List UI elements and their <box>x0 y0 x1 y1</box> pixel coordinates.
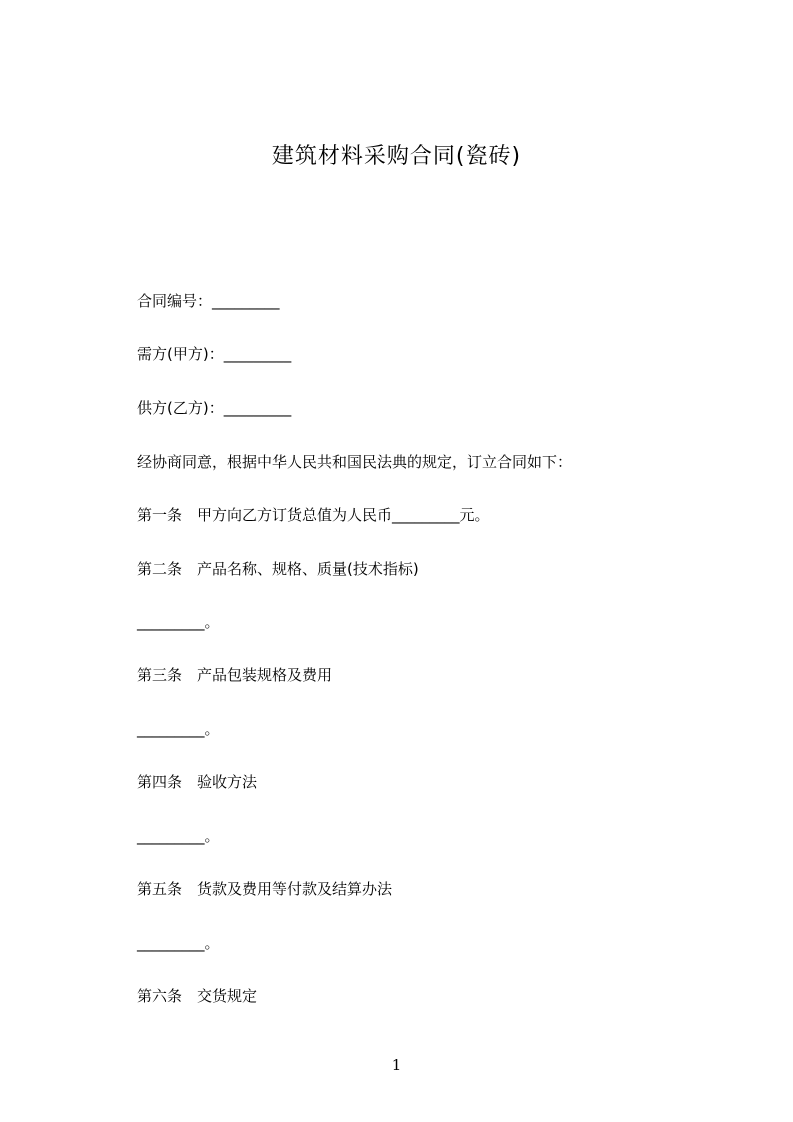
seller-party-line: 供方(乙方)：_________ <box>137 399 292 417</box>
document-title: 建筑材料采购合同(瓷砖) <box>271 144 522 169</box>
buyer-party-line: 需方(甲方)：_________ <box>137 345 292 363</box>
article-5-blank: _________。 <box>137 934 220 952</box>
preamble-line: 经协商同意，根据中华人民共和国民法典的规定，订立合同如下： <box>137 453 573 471</box>
article-4-heading: 第四条 验收方法 <box>137 773 258 791</box>
contract-number-line: 合同编号：_________ <box>137 292 280 310</box>
article-1-line: 第一条 甲方向乙方订货总值为人民币_________元。 <box>137 506 490 524</box>
article-4-blank: _________。 <box>137 827 220 845</box>
article-3-blank: _________。 <box>137 720 220 738</box>
page-number: 1 <box>391 1056 402 1074</box>
article-6-heading: 第六条 交货规定 <box>137 987 258 1005</box>
article-2-blank: _________。 <box>137 613 220 631</box>
article-2-heading: 第二条 产品名称、规格、质量(技术指标) <box>137 560 419 578</box>
article-3-heading: 第三条 产品包装规格及费用 <box>137 666 333 684</box>
article-5-heading: 第五条 货款及费用等付款及结算办法 <box>137 880 393 898</box>
